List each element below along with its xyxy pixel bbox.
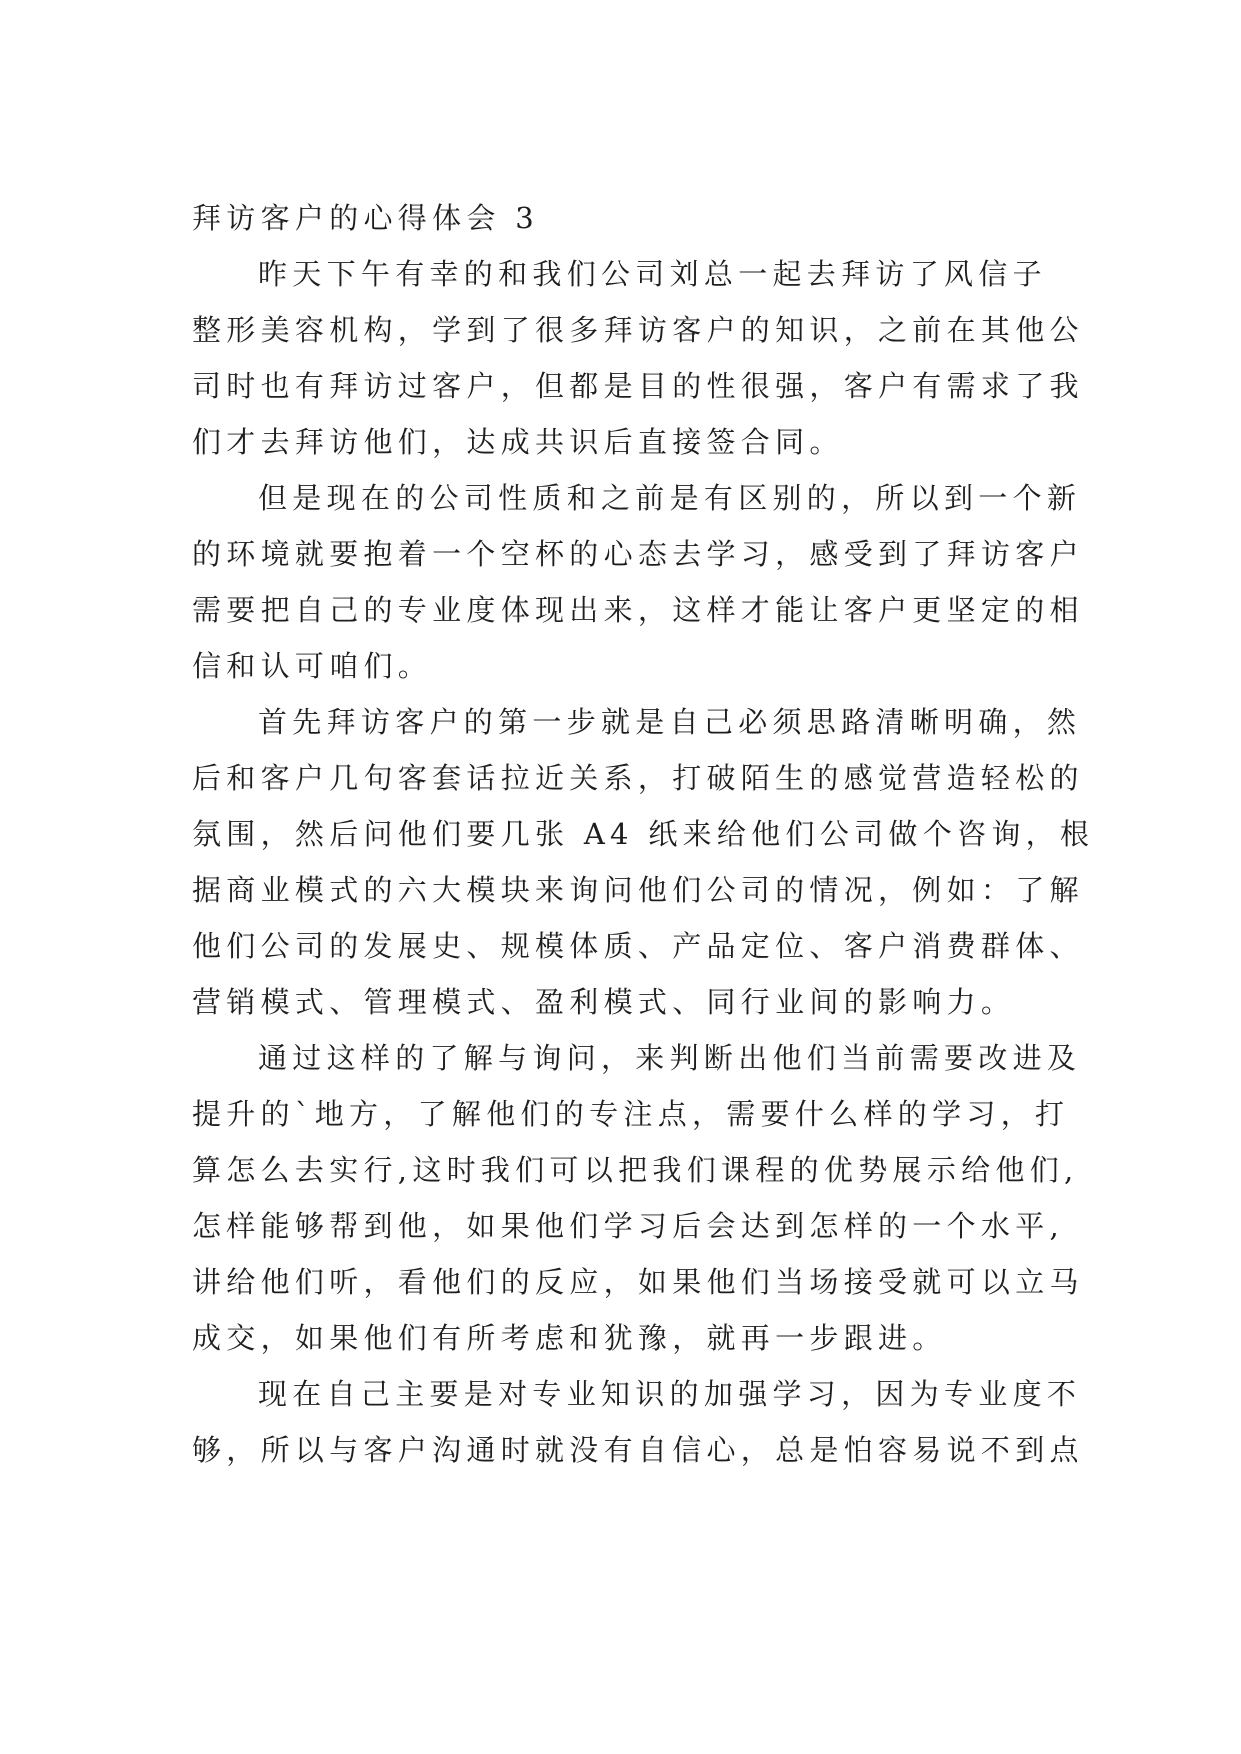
paragraph-line: 通过这样的了解与询问，来判断出他们当前需要改进及 <box>258 1041 1082 1075</box>
paragraph-line: 讲给他们听，看他们的反应，如果他们当场接受就可以立马 <box>192 1265 1084 1299</box>
paragraph-line: 怎样能够帮到他，如果他们学习后会达到怎样的一个水平, <box>192 1209 1065 1243</box>
paragraph-line: 氛围，然后问他们要几张 A4 纸来给他们公司做个咨询，根 <box>192 817 1095 851</box>
paragraph-line: 信和认可咱们。 <box>192 649 433 683</box>
paragraph-line: 成交，如果他们有所考虑和犹豫，就再一步跟进。 <box>192 1321 947 1355</box>
paragraph-line: 们才去拜访他们，达成共识后直接签合同。 <box>192 425 844 459</box>
paragraph-4 <box>192 1030 1084 1366</box>
paragraph-line: 营销模式、管理模式、盈利模式、同行业间的影响力。 <box>192 985 1016 1019</box>
paragraph-1 <box>192 246 1084 470</box>
paragraph-line: 提升的`地方，了解他们的专注点，需要什么样的学习，打 <box>192 1097 1070 1131</box>
paragraph-line: 司时也有拜访过客户，但都是目的性很强，客户有需求了我 <box>192 369 1084 403</box>
paragraph-line: 算怎么去实行,这时我们可以把我们课程的优势展示给他们, <box>192 1153 1079 1187</box>
paragraph-line: 现在自己主要是对专业知识的加强学习，因为专业度不 <box>258 1377 1082 1411</box>
paragraph-line: 需要把自己的专业度体现出来，这样才能让客户更坚定的相 <box>192 593 1084 627</box>
paragraph-line: 他们公司的发展史、规模体质、产品定位、客户消费群体、 <box>192 929 1084 963</box>
document-title: 拜访客户的心得体会 3 <box>192 201 539 235</box>
paragraph-line: 后和客户几句客套话拉近关系，打破陌生的感觉营造轻松的 <box>192 761 1084 795</box>
paragraph-3 <box>192 694 1095 1030</box>
paragraph-line: 整形美容机构，学到了很多拜访客户的知识，之前在其他公 <box>192 313 1084 347</box>
paragraph-2 <box>192 470 1084 694</box>
paragraph-line: 首先拜访客户的第一步就是自己必须思路清晰明确，然 <box>258 705 1082 739</box>
document-body <box>192 190 1095 1478</box>
paragraph-line: 够，所以与客户沟通时就没有自信心，总是怕容易说不到点 <box>192 1433 1084 1467</box>
paragraph-line: 昨天下午有幸的和我们公司刘总一起去拜访了风信子 <box>258 257 1047 291</box>
paragraph-line: 的环境就要抱着一个空杯的心态去学习，感受到了拜访客户 <box>192 537 1084 571</box>
paragraph-5 <box>192 1366 1084 1478</box>
paragraph-line: 但是现在的公司性质和之前是有区别的，所以到一个新 <box>258 481 1082 515</box>
paragraph-line: 据商业模式的六大模块来询问他们公司的情况，例如：了解 <box>192 873 1084 907</box>
